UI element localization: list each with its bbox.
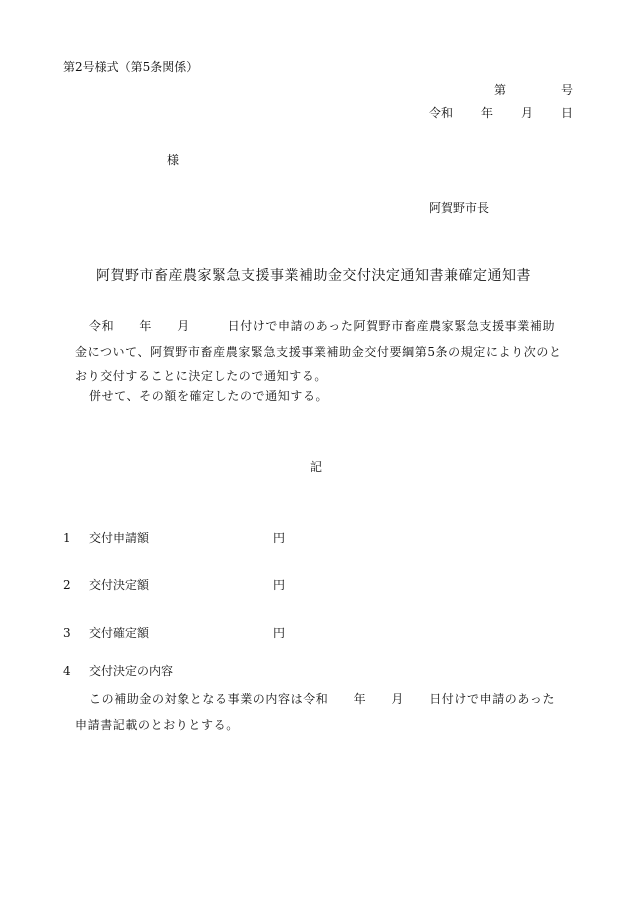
decision-content-line-2: 申請書記載のとおりとする。 [75, 718, 239, 732]
item-number: 4 [63, 664, 71, 678]
body-paragraph-1-line-1: 令和 年 月 日付けで申請のあった阿賀野市畜産農家緊急支援事業補助 [89, 319, 556, 333]
date-month: 月 [521, 106, 534, 120]
sender-name: 阿賀野市長 [429, 201, 490, 215]
item-label: 交付決定の内容 [89, 664, 174, 678]
body-paragraph-1-line-2: 金について、阿賀野市畜産農家緊急支援事業補助金交付要綱第5条の規定により次のと [75, 345, 562, 359]
item-number: 3 [63, 626, 71, 640]
body-paragraph-1-line-3: おり交付することに決定したので通知する。 [75, 369, 328, 383]
ki-heading: 記 [310, 460, 323, 474]
date-day: 日 [561, 106, 574, 120]
item-unit: 円 [273, 578, 286, 592]
date-year: 年 [481, 106, 494, 120]
item-number: 1 [63, 531, 71, 545]
addressee-suffix: 様 [167, 153, 180, 167]
body-paragraph-2: 併せて、その額を確定したので通知する。 [89, 389, 329, 403]
document-title: 阿賀野市畜産農家緊急支援事業補助金交付決定通知書兼確定通知書 [96, 268, 531, 284]
item-label: 交付確定額 [89, 626, 150, 640]
doc-number-suffix: 号 [561, 83, 574, 97]
item-unit: 円 [273, 531, 286, 545]
date-era: 令和 [429, 106, 454, 120]
doc-number-prefix: 第 [494, 83, 507, 97]
decision-content-line-1: この補助金の対象となる事業の内容は令和 年 月 日付けで申請のあった [89, 692, 556, 706]
item-label: 交付決定額 [89, 578, 150, 592]
item-number: 2 [63, 578, 71, 592]
item-label: 交付申請額 [89, 531, 150, 545]
form-label: 第2号様式（第5条関係） [63, 60, 199, 74]
item-unit: 円 [273, 626, 286, 640]
